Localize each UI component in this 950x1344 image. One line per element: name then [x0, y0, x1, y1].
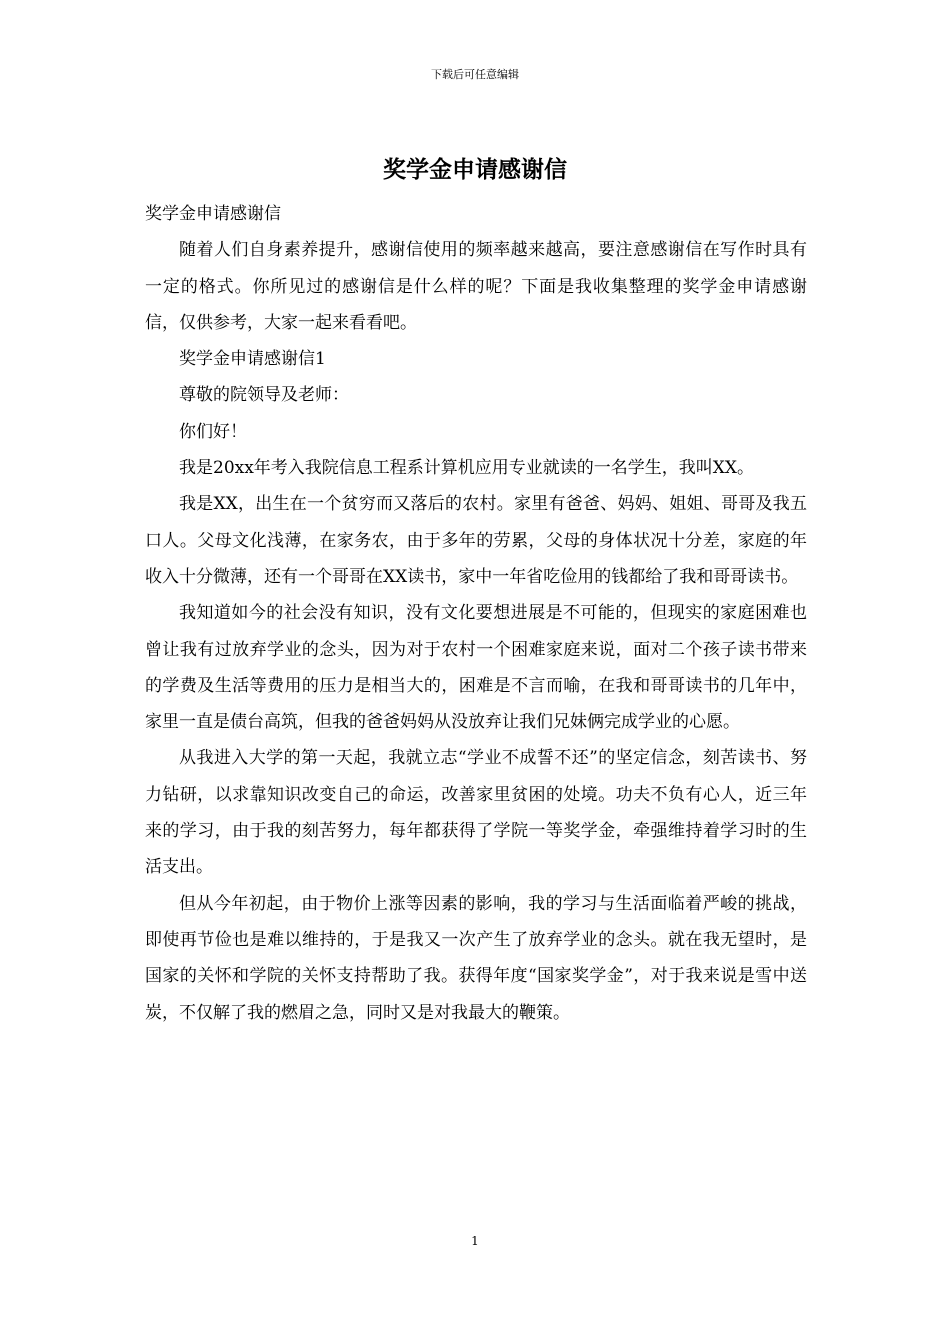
body-paragraph: 我是20xx年考入我院信息工程系计算机应用专业就读的一名学生，我叫XX。 [179, 458, 755, 479]
page-header-note: 下载后可任意编辑 [431, 68, 519, 81]
body-paragraph: 但从今年初起，由于物价上涨等因素的影响，我的学习与生活面临着严峻的挑战，即使再节俭也是难以维持的，于是我又一次产生了放弃学业的念头。就在我无望时，是国家的关怀和学院的关怀支持帮助了我。获得年度“国家奖学金”，对于我来说是雪中送炭，不仅解了我的燃眉之急，同时又是对我最大的鞭策。 [145, 893, 807, 1023]
letter-heading: 奖学金申请感谢信1 [179, 349, 326, 370]
document-title: 奖学金申请感谢信 [383, 156, 567, 183]
body-paragraph: 我知道如今的社会没有知识，没有文化要想进展是不可能的，但现实的家庭困难也曾让我有过放弃学业的念头，因为对于农村一个困难家庭来说，面对二个孩子读书带来的学费及生活等费用的压力是相当大的，困难是不言而喻，在我和哥哥读书的几年中，家里一直是债台高筑，但我的爸爸妈妈从没放弃让我们兄妹俩完成学业的心愿。 [145, 603, 807, 733]
document-body [145, 196, 807, 1031]
subtitle-line: 奖学金申请感谢信 [145, 204, 281, 224]
greeting: 你们好！ [179, 421, 247, 442]
salutation: 尊敬的院领导及老师： [179, 385, 349, 406]
page-number: 1 [471, 1234, 479, 1248]
body-paragraph: 我是XX，出生在一个贫穷而又落后的农村。家里有爸爸、妈妈、姐姐、哥哥及我五口人。父母文化浅薄，在家务农，由于多年的劳累，父母的身体状况十分差，家庭的年收入十分微薄，还有一个哥哥在XX读书，家中一年省吃俭用的钱都给了我和哥哥读书。 [145, 494, 807, 587]
body-paragraph: 从我进入大学的第一天起，我就立志“学业不成誓不还”的坚定信念，刻苦读书、努力钻研，以求靠知识改变自己的命运，改善家里贫困的处境。功夫不负有心人，近三年来的学习，由于我的刻苦努力，每年都获得了学院一等奖学金，牵强维持着学习时的生活支出。 [145, 748, 807, 878]
intro-paragraph: 随着人们自身素养提升，感谢信使用的频率越来越高，要注意感谢信在写作时具有一定的格式。你所见过的感谢信是什么样的呢？下面是我收集整理的奖学金申请感谢信，仅供参考，大家一起来看看吧。 [145, 240, 807, 333]
